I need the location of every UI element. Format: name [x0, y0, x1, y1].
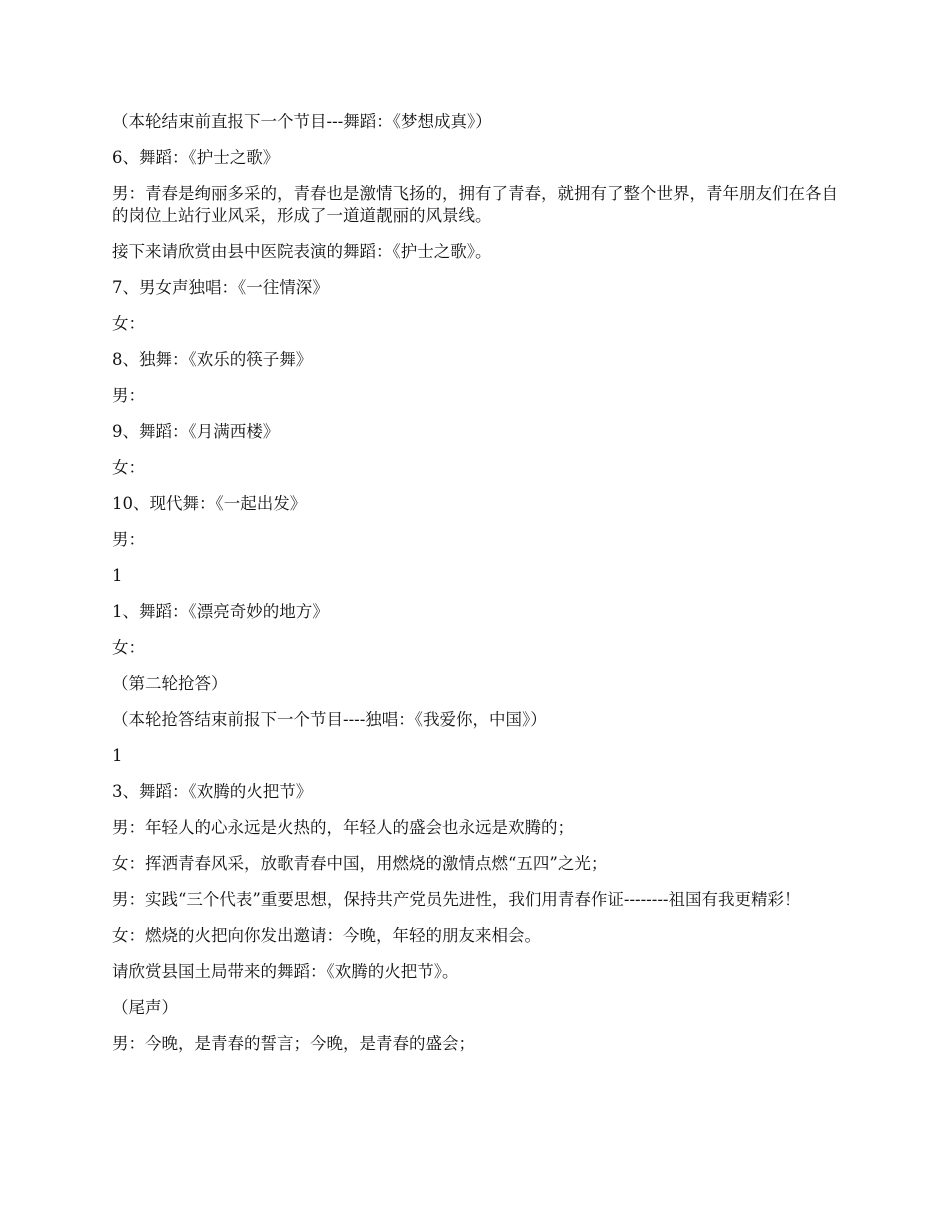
host-line: 男：青春是绚丽多采的，青春也是激情飞扬的，拥有了青春，就拥有了整个世界，青年朋友们在各自的岗位上站行业风采，形成了一道道靓丽的风景线。 — [112, 184, 838, 225]
host-line: 男： — [112, 530, 145, 549]
number-line: 1 — [112, 746, 123, 765]
program-item: 9、舞蹈：《月满西楼》 — [112, 422, 280, 441]
section-note: （第二轮抢答） — [112, 674, 228, 693]
program-item: 7、男女声独唱：《一往情深》 — [112, 278, 329, 297]
announcement-note: （本轮结束前直报下一个节目---舞蹈：《梦想成真》） — [112, 112, 492, 131]
program-item: 6、舞蹈：《护士之歌》 — [112, 148, 280, 167]
program-item: 8、独舞：《欢乐的筷子舞》 — [112, 350, 313, 369]
host-line: 女： — [112, 314, 145, 333]
host-line: 接下来请欣赏由县中医院表演的舞蹈：《护士之歌》。 — [112, 242, 492, 261]
host-line: 男： — [112, 386, 145, 405]
host-line: 请欣赏县国土局带来的舞蹈：《欢腾的火把节》。 — [112, 962, 459, 981]
program-item: 3、舞蹈：《欢腾的火把节》 — [112, 782, 313, 801]
section-note: （尾声） — [112, 998, 178, 1017]
host-line: 男：今晚，是青春的誓言；今晚，是青春的盛会； — [112, 1034, 475, 1053]
host-line: 女： — [112, 458, 145, 477]
document-body — [112, 111, 842, 1069]
host-line: 男：年轻人的心永远是火热的，年轻人的盛会也永远是欢腾的； — [112, 818, 574, 837]
program-item: 10、现代舞：《一起出发》 — [112, 494, 307, 513]
host-line: 女： — [112, 638, 145, 657]
program-item: 1、舞蹈：《漂亮奇妙的地方》 — [112, 602, 329, 621]
host-line: 男：实践“三个代表”重要思想，保持共产党员先进性，我们用青春作证--------祖国有我更精彩！ — [112, 890, 801, 909]
number-line: 1 — [112, 566, 123, 585]
announcement-note: （本轮抢答结束前报下一个节目----独唱：《我爱你，中国》） — [112, 710, 547, 729]
host-line: 女：挥洒青春风采，放歌青春中国，用燃烧的激情点燃“五四”之光； — [112, 854, 608, 873]
host-line: 女：燃烧的火把向你发出邀请：今晚，年轻的朋友来相会。 — [112, 926, 541, 945]
